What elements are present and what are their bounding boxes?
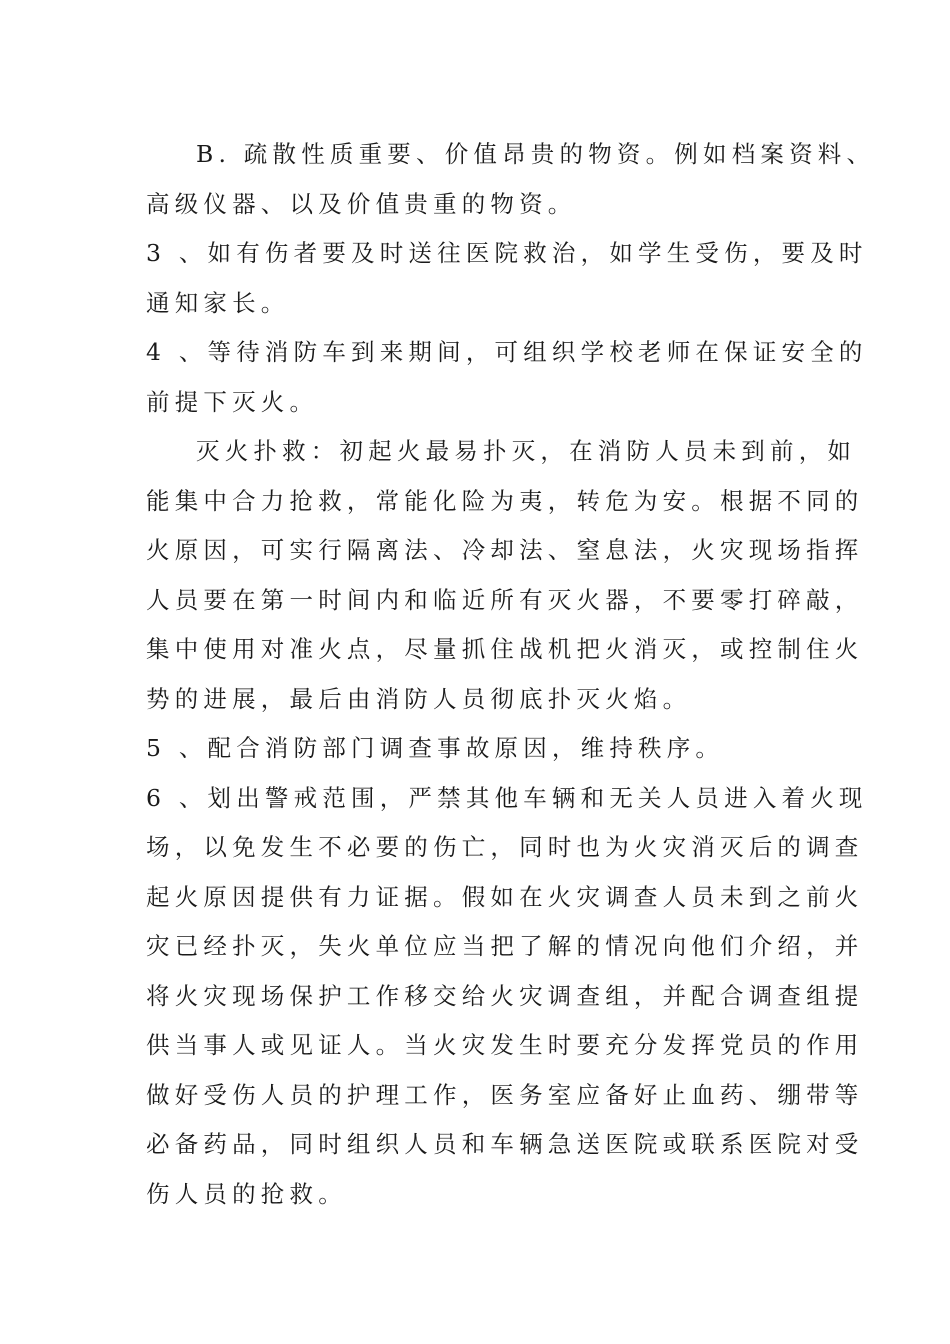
text-line: 人员要在第一时间内和临近所有灭火器，不要零打碎敲，	[146, 585, 864, 614]
text-line: 灭火扑救：初起火最易扑灭，在消防人员未到前，如	[196, 437, 857, 465]
text-line: 集中使用对准火点，尽量抓住战机把火消灭，或控制住火	[146, 635, 864, 663]
text-line: 能集中合力抢救，常能化险为夷，转危为安。根据不同的	[146, 486, 864, 515]
text-line: 火原因，可实行隔离法、冷却法、窒息法，火灾现场指挥	[146, 536, 864, 564]
text-line: 4 、等待消防车到来期间，可组织学校老师在保证安全的	[146, 338, 868, 366]
text-line: 场，以免发生不必要的伤亡，同时也为火灾消灭后的调查	[146, 833, 864, 861]
text-line: 起火原因提供有力证据。假如在火灾调查人员未到之前火	[146, 882, 864, 911]
text-line: 3 、如有伤者要及时送往医院救治，如学生受伤，要及时	[146, 239, 868, 267]
text-line: 高级仪器、以及价值贵重的物资。	[146, 189, 577, 218]
text-line: 通知家长。	[146, 288, 290, 317]
document-body	[146, 130, 876, 1219]
text-line: 将火灾现场保护工作移交给火灾调查组，并配合调查组提	[146, 981, 864, 1010]
text-line: 势的进展，最后由消防人员彻底扑灭火焰。	[146, 684, 692, 713]
text-line: 做好受伤人员的护理工作，医务室应备好止血药、绷带等	[146, 1080, 864, 1109]
text-line: 必备药品，同时组织人员和车辆急送医院或联系医院对受	[146, 1130, 864, 1158]
text-line: 前提下灭火。	[146, 387, 319, 416]
text-line: 供当事人或见证人。当火灾发生时要充分发挥党员的作用	[146, 1031, 864, 1059]
text-line: 伤人员的抢救。	[146, 1179, 347, 1208]
text-line: 5 、配合消防部门调查事故原因，维持秩序。	[146, 734, 725, 762]
text-line: 6 、划出警戒范围，严禁其他车辆和无关人员进入着火现	[146, 783, 868, 812]
text-line: B. 疏散性质重要、价值昂贵的物资。例如档案资料、	[196, 140, 876, 168]
text-line: 灾已经扑灭，失火单位应当把了解的情况向他们介绍，并	[146, 932, 864, 960]
